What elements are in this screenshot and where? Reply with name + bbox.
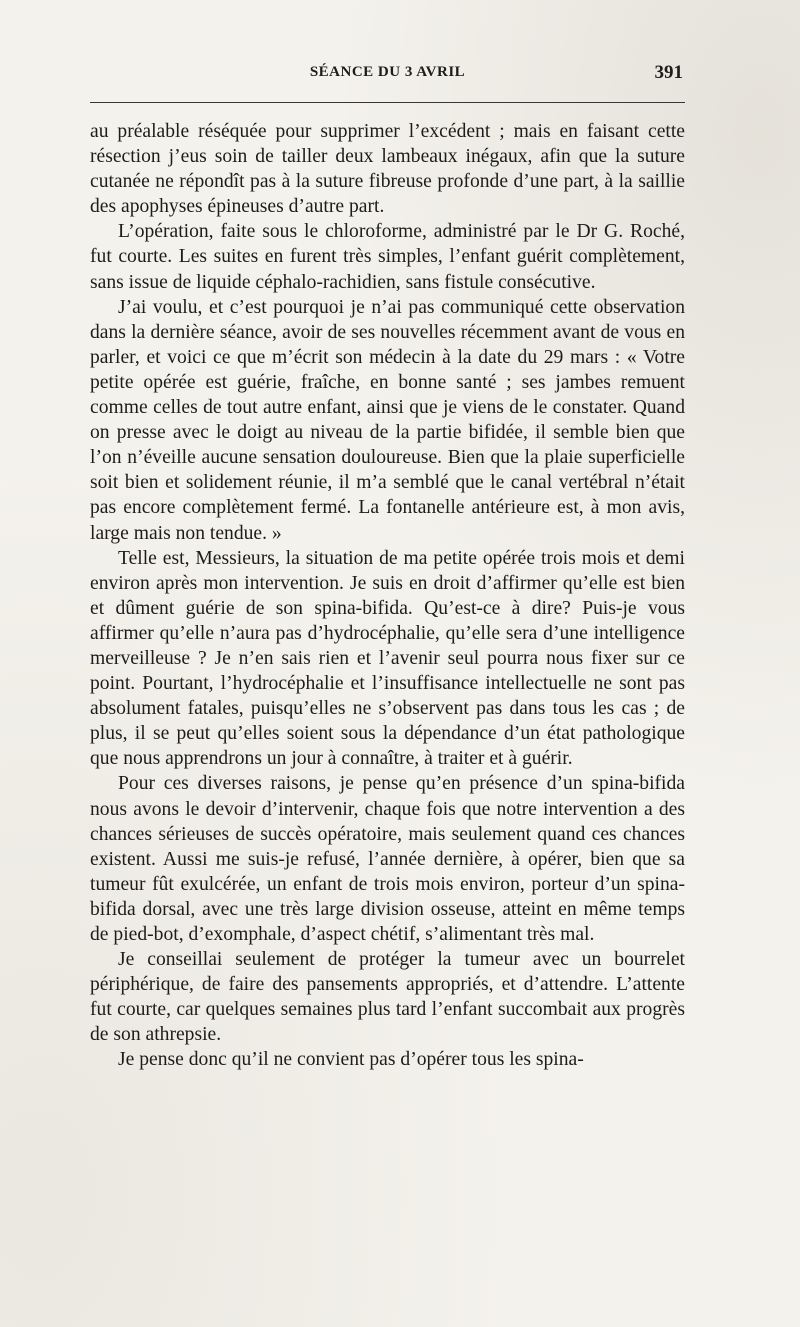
paragraph-advice: Je conseillai seulement de protéger la tumeur avec un bourrelet périphérique, de faire des pansements appropriés, et d’attendre. L’attente fut courte, car quelques semaines plus tard l’enfant succombait aux progrès de son athrepsie. (90, 949, 685, 1046)
running-head (90, 64, 685, 88)
paragraph-conclusion: Je pense donc qu’il ne convient pas d’opérer tous les spina- (118, 1049, 584, 1071)
body-text (90, 119, 685, 1073)
paragraph-situation: Telle est, Messieurs, la situation de ma petite opérée trois mois et demi environ après mon intervention. Je suis en droit d’affirmer qu’elle est bien et dûment guérie de son spina-bifida. Qu’est-ce à dire? Puis-je vous affirmer qu’elle n’aura pas d’hydrocéphalie, qu’elle sera d’une intelligence merveilleuse ? Je n’en sais rien et l’avenir seul pourra nous fixer sur ce point. Pourtant, l’hydrocéphalie et l’insuffisance intellectuelle ne sont pas absolument fatales, puisqu’elles ne s’observent pas dans tous les cas ; de plus, il se peut qu’elles soient sous la dépendance d’un état pathologique que nous apprendrons un jour à connaître, à traiter et à guérir. (90, 547, 685, 770)
paragraph-reasons: Pour ces diverses raisons, je pense qu’en présence d’un spina-bifida nous avons le devoir d’intervenir, chaque fois que notre intervention a des chances sérieuses de succès opératoire, mais seulement quand ces chances existent. Aussi me suis-je refusé, l’année dernière, à opérer, bien que sa tumeur fût exulcérée, un enfant de trois mois environ, porteur d’un spina-bifida dorsal, avec une très large division osseuse, atteint en même temps de pied-bot, d’exomphale, d’aspect chétif, s’alimentant très mal. (90, 773, 685, 945)
header-rule (90, 102, 685, 103)
page-number: 391 (654, 62, 683, 83)
running-title: SÉANCE DU 3 AVRIL (309, 64, 466, 80)
paragraph-continuation: au préalable réséquée pour supprimer l’excédent ; mais en faisant cette résection j’eus soin de tailler deux lambeaux inégaux, afin que la suture cutanée ne répondît pas à la suture fibreuse profonde d’une part, à la saillie des apophyses épineuses d’autre part. (90, 121, 685, 218)
paragraph-operation: L’opération, faite sous le chloroforme, administré par le Dr G. Roché, fut courte. Les suites en furent très simples, l’enfant guérit complètement, sans issue de liquide céphalo-rachidien, sans fistule consécutive. (90, 221, 685, 293)
paragraph-observation: J’ai voulu, et c’est pourquoi je n’ai pas communiqué cette observation dans la dernière séance, avoir de ses nouvelles récemment avant de vous en parler, et voici ce que m’écrit son médecin à la date du 29 mars : « Votre petite opérée est guérie, fraîche, en bonne santé ; ses jambes remuent comme celles de tout autre enfant, ainsi que je viens de le constater. Quand on presse avec le doigt au niveau de la partie bifidée, il semble bien que l’on n’éveille aucune sensation douloureuse. Bien que la plaie superficielle soit bien et solidement réunie, il m’a semblé que le canal vertébral n’était pas encore complètement fermé. La fontanelle antérieure est, à mon avis, large mais non tendue. » (90, 296, 685, 544)
